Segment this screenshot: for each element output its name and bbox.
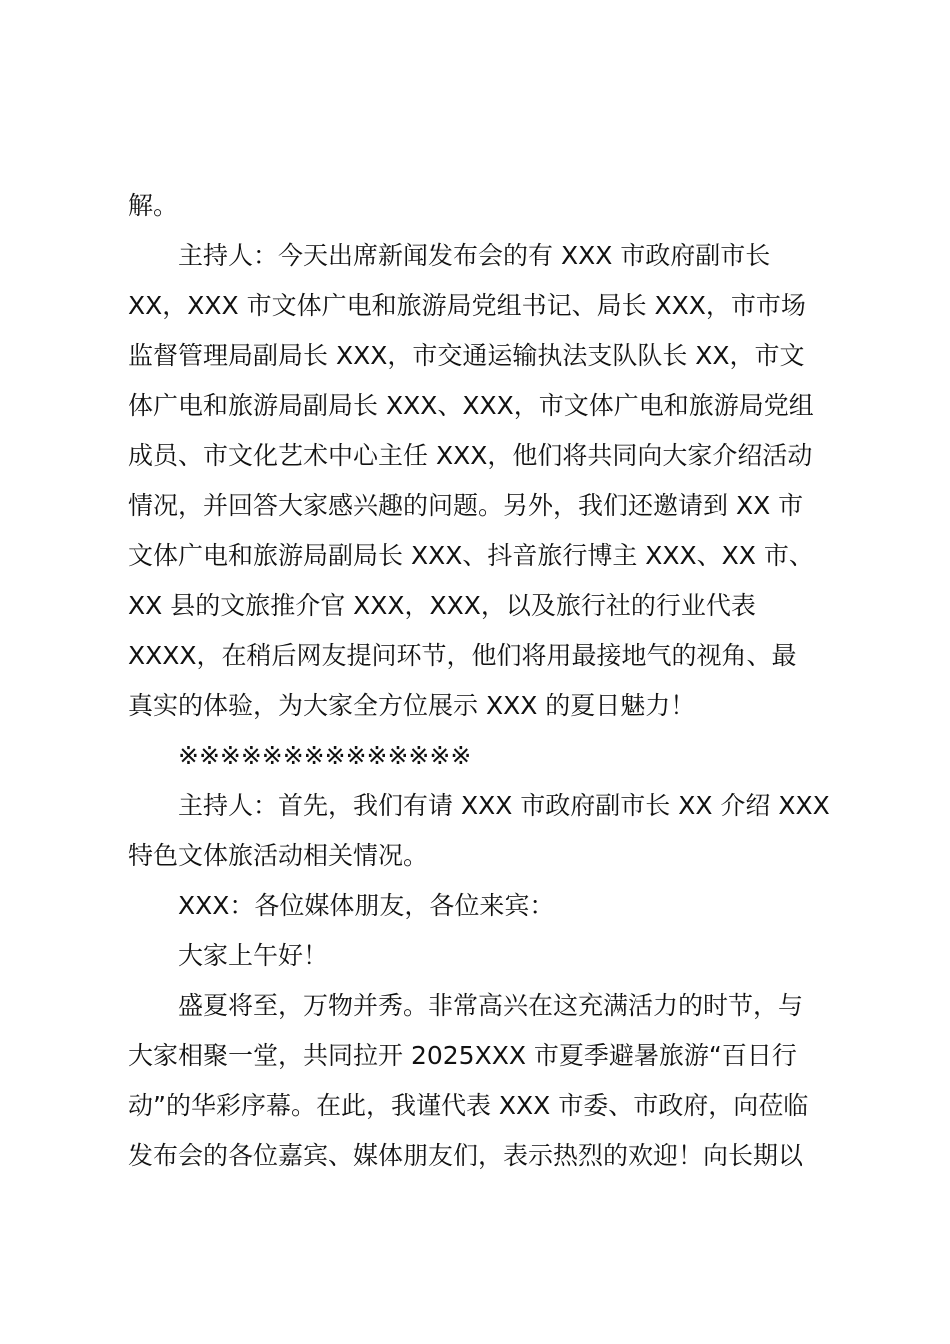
paragraph-line: 真实的体验，为大家全方位展示 XXX 的夏日魅力！ — [128, 691, 696, 720]
paragraph-line: 动”的华彩序幕。在此，我谨代表 XXX 市委、市政府，向莅临 — [128, 1091, 809, 1120]
paragraph-line: XXXX，在稍后网友提问环节，他们将用最接地气的视角、最 — [128, 641, 797, 670]
paragraph-line: 成员、市文化艺术中心主任 XXX，他们将共同向大家介绍活动 — [128, 441, 813, 470]
paragraph-line: XXX：各位媒体朋友，各位来宾： — [178, 891, 555, 920]
paragraph-line: 监督管理局副局长 XXX，市交通运输执法支队队长 XX，市文 — [128, 341, 805, 370]
paragraph-line: 大家相聚一堂，共同拉开 2025XXX 市夏季避暑旅游“百日行 — [128, 1041, 797, 1070]
paragraph-line: 发布会的各位嘉宾、媒体朋友们，表示热烈的欢迎！向长期以 — [128, 1141, 804, 1170]
paragraph-line: 主持人：首先，我们有请 XXX 市政府副市长 XX 介绍 XXX — [178, 791, 830, 820]
paragraph-line: 文体广电和旅游局副局长 XXX、抖音旅行博主 XXX、XX 市、 — [128, 541, 814, 570]
paragraph-line: XX 县的文旅推介官 XXX，XXX，以及旅行社的行业代表 — [128, 591, 756, 620]
paragraph-line: 盛夏将至，万物并秀。非常高兴在这充满活力的时节，与 — [178, 991, 804, 1020]
paragraph-line: 大家上午好！ — [178, 941, 329, 970]
paragraph-line: 解。 — [128, 191, 179, 220]
paragraph-line: 主持人：今天出席新闻发布会的有 XXX 市政府副市长 — [178, 241, 771, 270]
paragraph-line: 情况，并回答大家感兴趣的问题。另外，我们还邀请到 XX 市 — [128, 491, 804, 520]
paragraph-line: 特色文体旅活动相关情况。 — [128, 841, 429, 870]
section-separator: ※※※※※※※※※※※※※※ — [178, 741, 472, 770]
paragraph-line: 体广电和旅游局副局长 XXX、XXX，市文体广电和旅游局党组 — [128, 391, 814, 420]
paragraph-line: XX，XXX 市文体广电和旅游局党组书记、局长 XXX，市市场 — [128, 291, 806, 320]
